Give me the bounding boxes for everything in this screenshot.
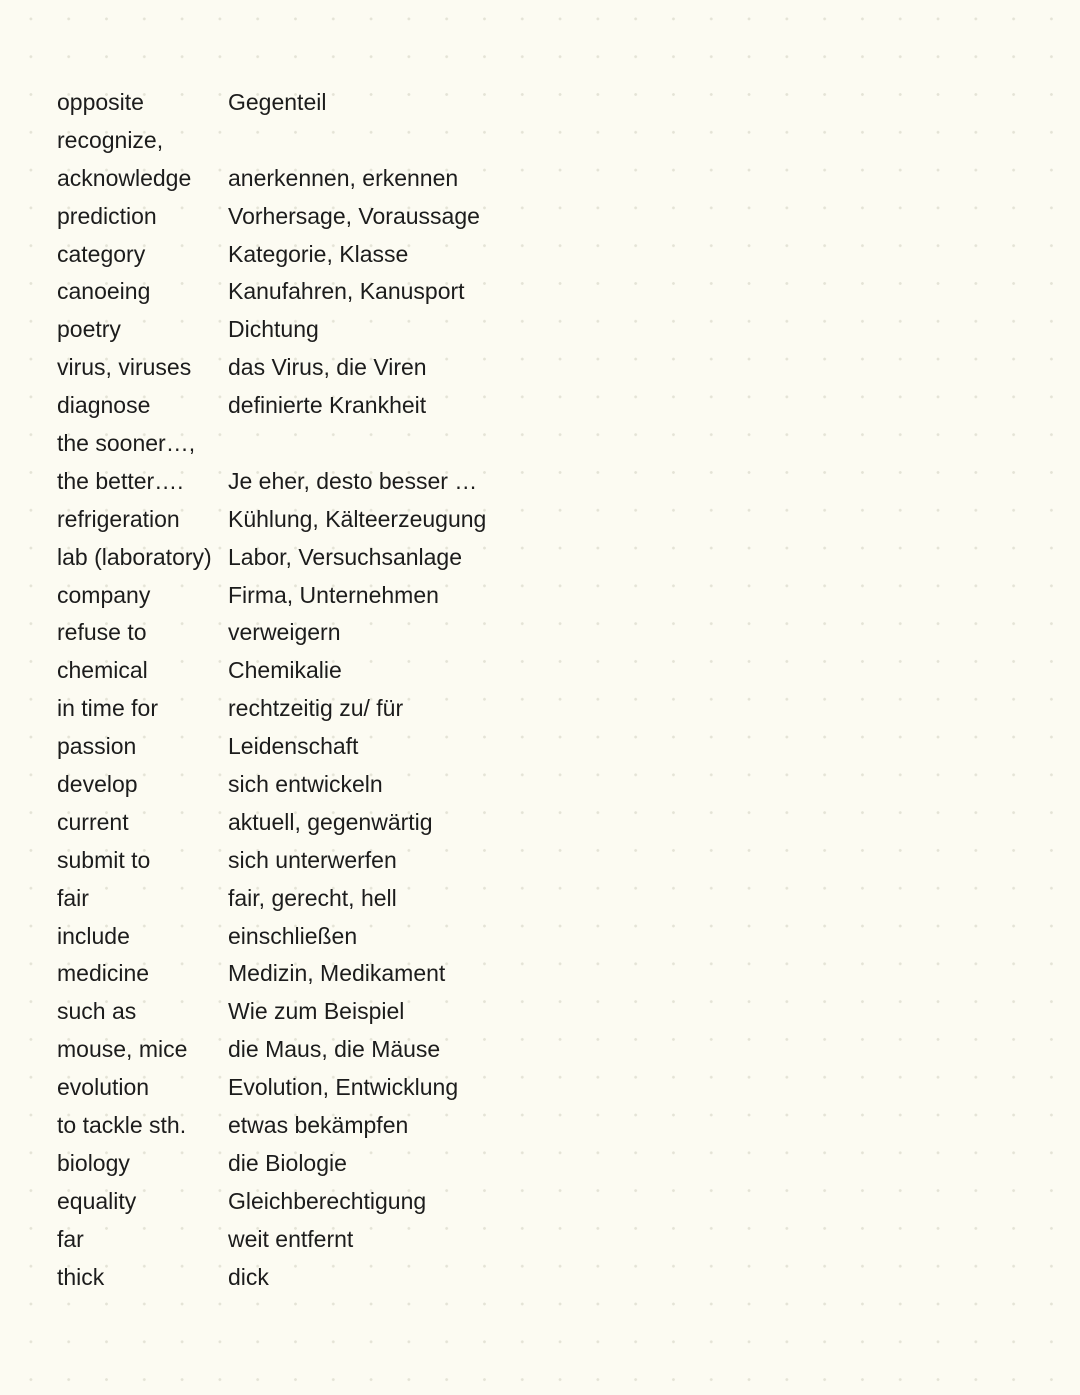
vocab-translation: etwas bekämpfen <box>228 1112 409 1139</box>
vocab-term: in time for <box>57 695 158 722</box>
vocab-translation: Je eher, desto besser … <box>228 467 478 494</box>
vocab-translation: Labor, Versuchsanlage <box>228 543 463 570</box>
vocab-term: submit to <box>57 846 151 873</box>
vocab-translation: das Virus, die Viren <box>228 354 427 381</box>
vocab-translation: Leidenschaft <box>228 733 359 760</box>
vocab-term: prediction <box>57 202 157 229</box>
vocab-term: opposite <box>57 89 144 115</box>
vocab-translation: sich unterwerfen <box>228 846 397 873</box>
vocab-term: medicine <box>57 960 150 987</box>
vocab-term: such as <box>57 998 137 1025</box>
vocab-term: chemical <box>57 657 148 684</box>
vocab-translation: rechtzeitig zu/ für <box>228 695 404 722</box>
vocab-translation: Wie zum Beispiel <box>228 998 405 1025</box>
vocab-translation: die Maus, die Mäuse <box>228 1036 441 1063</box>
vocab-translation: Medizin, Medikament <box>228 960 446 987</box>
vocab-translation: Chemikalie <box>228 657 342 684</box>
vocab-term: the better…. <box>57 467 184 494</box>
vocab-term: to tackle sth. <box>57 1112 187 1139</box>
vocab-term: passion <box>57 733 137 760</box>
vocab-translation: sich entwickeln <box>228 771 383 798</box>
vocab-term: the sooner…, <box>57 430 196 457</box>
vocab-term: category <box>57 240 146 267</box>
vocab-term: equality <box>57 1187 137 1214</box>
vocab-translation: weit entfernt <box>228 1225 354 1252</box>
vocab-translation: Kühlung, Kälteerzeugung <box>228 505 487 532</box>
vocab-translation: Firma, Unternehmen <box>228 581 439 608</box>
vocab-translation: verweigern <box>228 619 341 646</box>
vocab-translation: Dichtung <box>228 316 319 343</box>
vocab-term: recognize, <box>57 126 164 153</box>
vocab-translation: aktuell, gegenwärtig <box>228 808 433 835</box>
vocab-term: virus, viruses <box>57 354 192 381</box>
vocab-term: acknowledge <box>57 164 192 191</box>
vocab-term: lab (laboratory) <box>57 543 212 570</box>
vocab-term: canoeing <box>57 278 151 305</box>
vocab-translation: Gleichberechtigung <box>228 1187 427 1214</box>
vocab-term: fair <box>57 884 89 911</box>
vocab-term: refrigeration <box>57 505 180 532</box>
vocab-translation: die Biologie <box>228 1149 347 1176</box>
vocab-term: poetry <box>57 316 121 343</box>
vocab-term: current <box>57 808 129 835</box>
vocab-translation: einschließen <box>228 922 358 949</box>
vocab-translation: anerkennen, erkennen <box>228 164 459 191</box>
vocab-term: diagnose <box>57 392 151 419</box>
vocab-term: company <box>57 581 151 608</box>
vocab-translation: Vorhersage, Voraussage <box>228 202 480 229</box>
vocab-translation: Kategorie, Klasse <box>228 240 409 267</box>
vocab-translation: Evolution, Entwicklung <box>228 1074 459 1101</box>
vocab-translation: dick <box>228 1263 269 1290</box>
vocab-translation: fair, gerecht, hell <box>228 884 397 911</box>
vocab-translation: Kanufahren, Kanusport <box>228 278 465 305</box>
vocab-term: include <box>57 922 130 949</box>
vocab-translation: Gegenteil <box>228 89 327 115</box>
vocab-term: biology <box>57 1149 130 1176</box>
vocab-term: refuse to <box>57 619 147 646</box>
vocab-term: mouse, mice <box>57 1036 188 1063</box>
vocab-term: develop <box>57 771 138 798</box>
vocab-translation: definierte Krankheit <box>228 392 427 419</box>
vocab-term: far <box>57 1225 84 1252</box>
vocab-term: thick <box>57 1263 105 1290</box>
vocab-term: evolution <box>57 1074 150 1101</box>
